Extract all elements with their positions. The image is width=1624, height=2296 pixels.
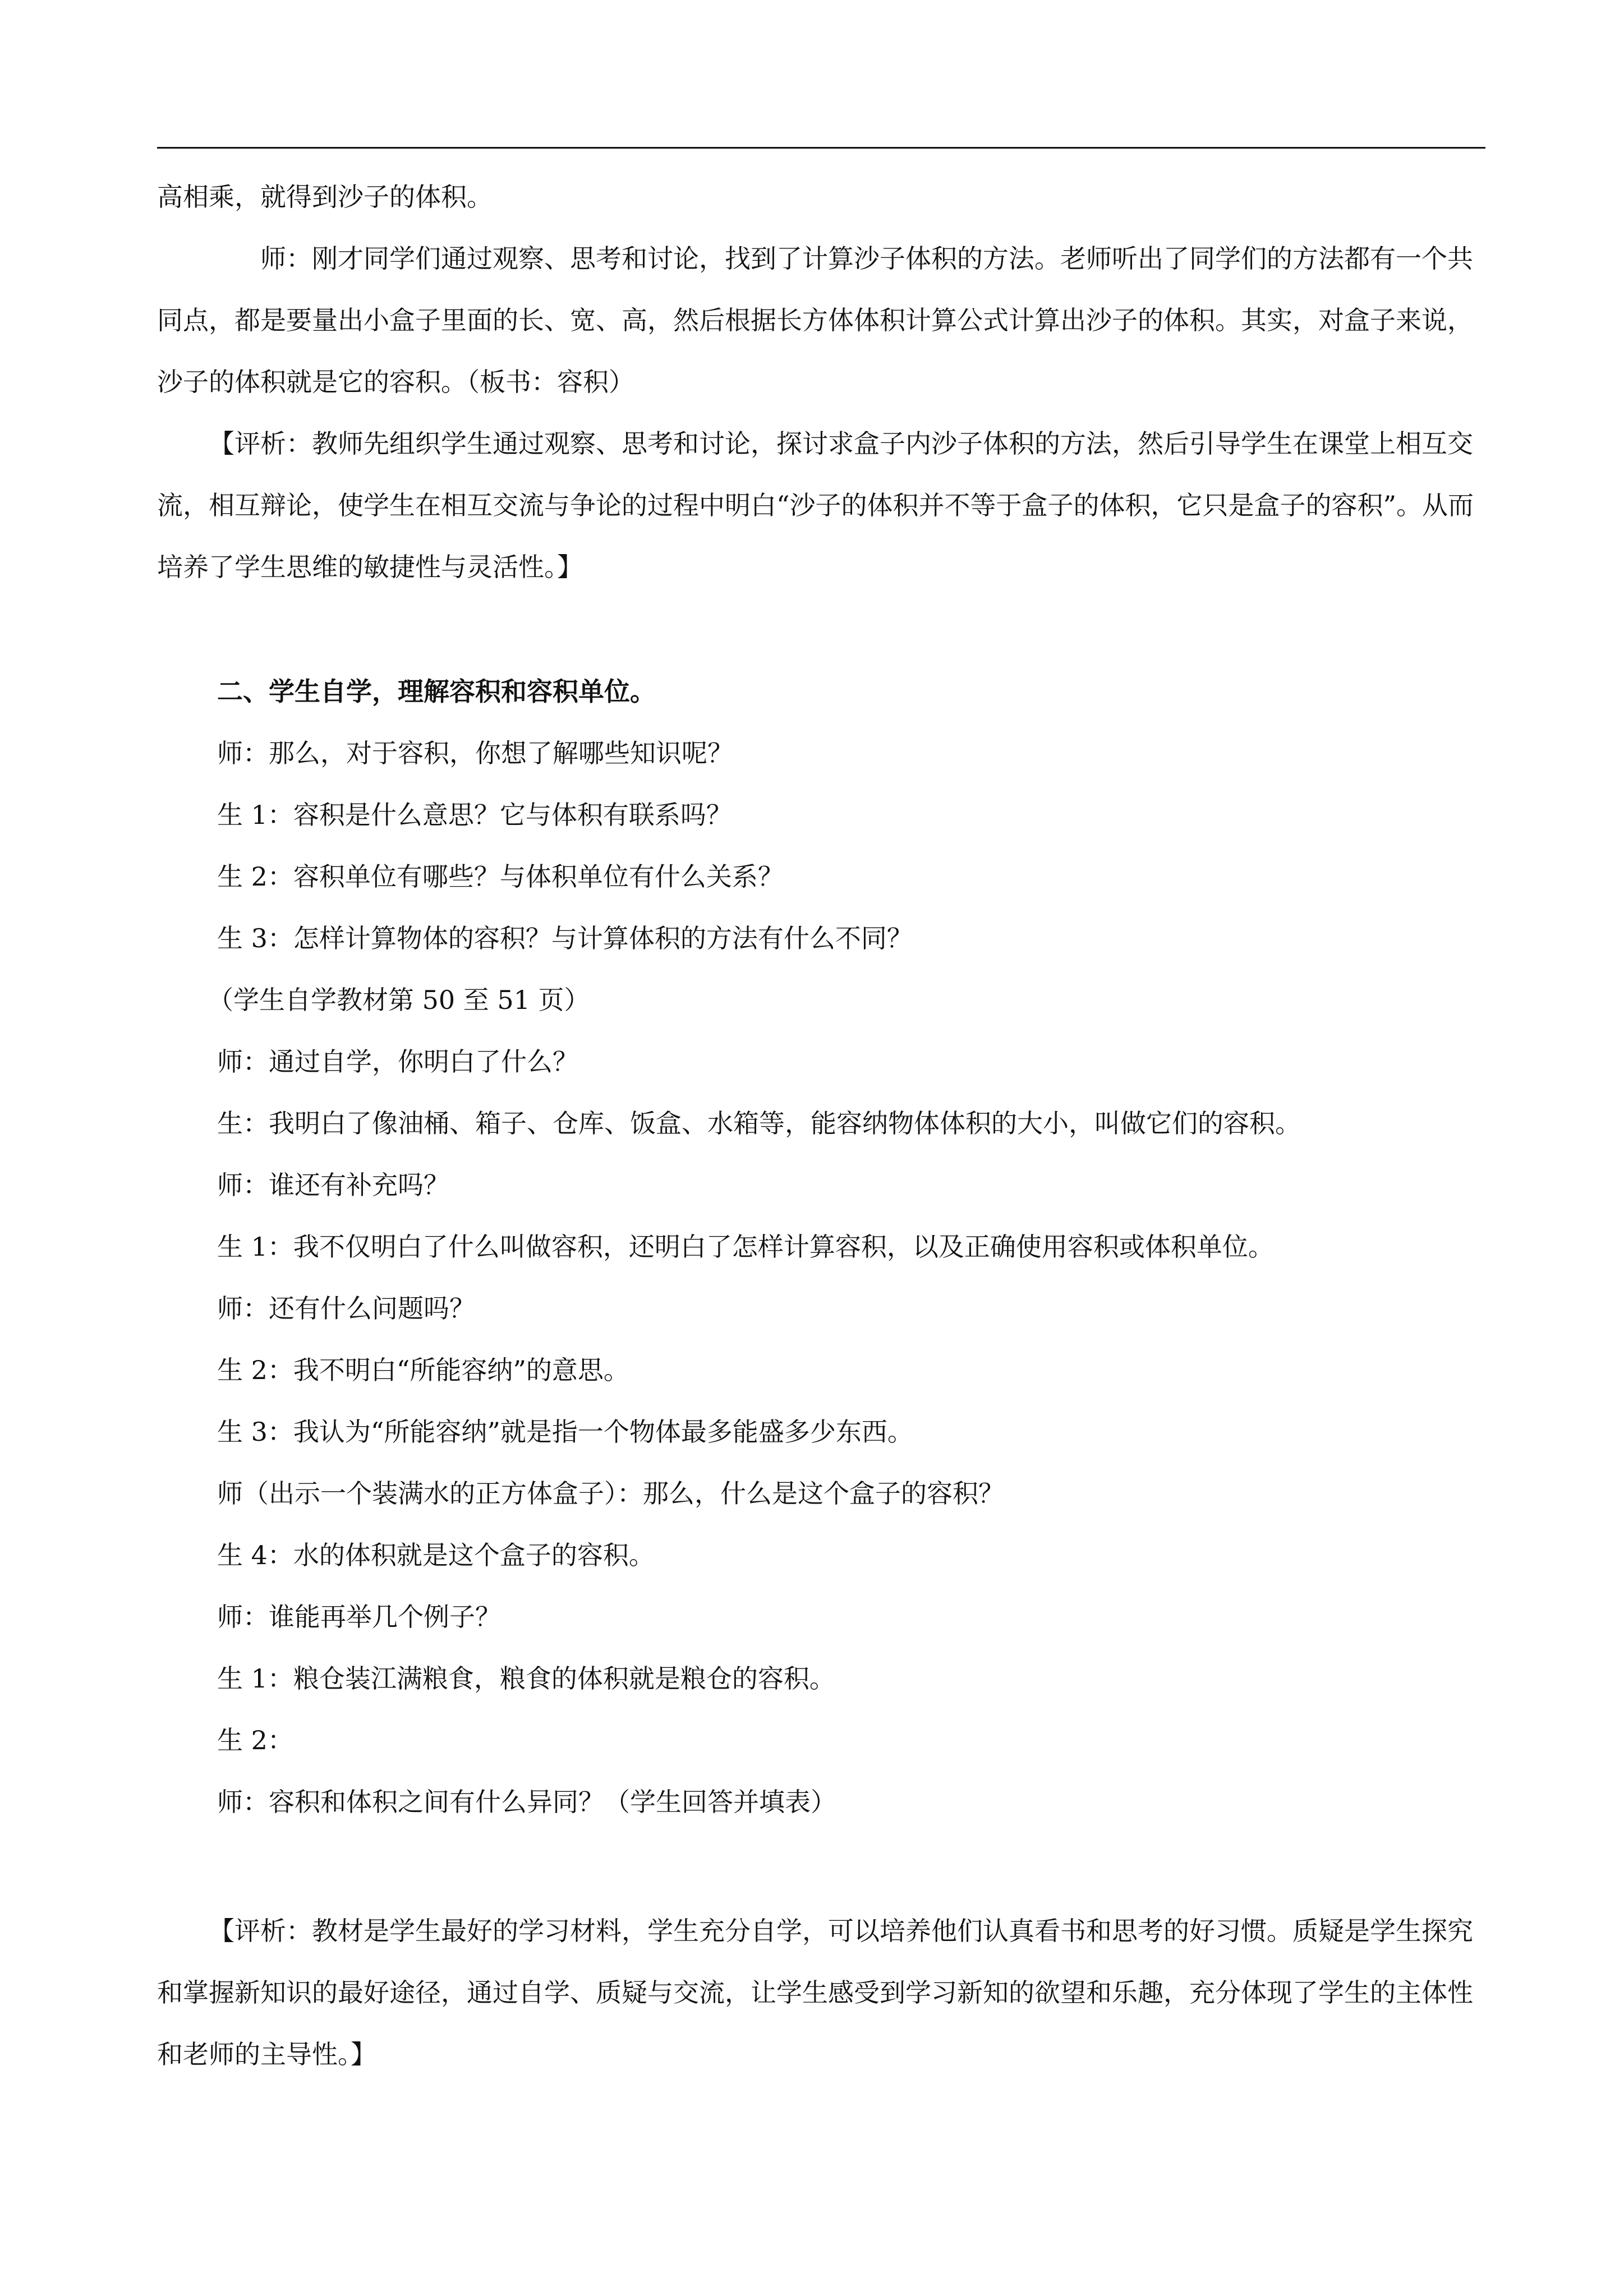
dialog-line: 师：那么，对于容积，你想了解哪些知识呢？ — [217, 738, 733, 768]
dialog-line: 生 2：我不明白“所能容纳”的意思。 — [217, 1355, 629, 1385]
dialog-line: 生 2：容积单位有哪些？与体积单位有什么关系？ — [217, 861, 784, 892]
dialog-line: 师：还有什么问题吗？ — [217, 1293, 475, 1324]
section-gap — [157, 598, 1485, 661]
header-rule — [157, 147, 1485, 149]
document-body — [157, 166, 1485, 2085]
dialog-line: 生 3：我认为“所能容纳”就是指一个物体最多能盛多少东西。 — [217, 1417, 913, 1447]
paragraph-comment-2: 【评析：教材是学生最好的学习材料，学生充分自学，可以培养他们认真看书和思考的好习惯。质疑是学生探究和掌握新知识的最好途径，通过自学、质疑与交流，让学生感受到学习新知的欲望和乐趣，充分体现了学生的主体性和老师的主导性。】 — [157, 1916, 1473, 2069]
dialog-line: 师：谁还有补充吗？ — [217, 1170, 449, 1200]
dialog-line: 生 4：水的体积就是这个盒子的容积。 — [217, 1540, 655, 1570]
dialog-line: （学生自学教材第 50 至 51 页） — [208, 985, 590, 1015]
dialog-line: 生 3：怎样计算物体的容积？与计算体积的方法有什么不同？ — [217, 923, 913, 953]
dialog-line: 生 2： — [217, 1725, 293, 1755]
dialog-line: 师：通过自学，你明白了什么？ — [217, 1046, 578, 1077]
dialog-line: 师（出示一个装满水的正方体盒子）：那么，什么是这个盒子的容积？ — [217, 1478, 1004, 1509]
dialog-line: 生 1：粮仓装江满粮食，粮食的体积就是粮仓的容积。 — [217, 1663, 835, 1694]
paragraph-continuation: 高相乘，就得到沙子的体积。 — [157, 182, 493, 212]
section-heading: 二、学生自学，理解容积和容积单位。 — [217, 676, 656, 707]
paragraph-comment-1: 【评析：教师先组织学生通过观察、思考和讨论，探讨求盒子内沙子体积的方法，然后引导学生在课堂上相互交流，相互辩论，使学生在相互交流与争论的过程中明白“沙子的体积并不等于盒子的体积，它只是盒子的容积”。从而培养了学生思维的敏捷性与灵活性。】 — [157, 428, 1474, 582]
dialog-line: 师：谁能再举几个例子？ — [217, 1602, 501, 1632]
dialog-line: 师：容积和体积之间有什么异同？（学生回答并填表） — [217, 1787, 836, 1817]
dialog-line: 生 1：容积是什么意思？它与体积有联系吗？ — [217, 800, 732, 830]
section-gap — [157, 1833, 1485, 1900]
paragraph-teacher-summary: 师：刚才同学们通过观察、思考和讨论，找到了计算沙子体积的方法。老师听出了同学们的方法都有一个共同点，都是要量出小盒子里面的长、宽、高，然后根据长方体体积计算公式计算出沙子的体积。其实，对盒子来说，沙子的体积就是它的容积。（板书：容积） — [157, 243, 1473, 397]
dialog-line: 生：我明白了像油桶、箱子、仓库、饭盒、水箱等，能容纳物体体积的大小，叫做它们的容积。 — [217, 1108, 1301, 1138]
dialog-line: 生 1：我不仅明白了什么叫做容积，还明白了怎样计算容积，以及正确使用容积或体积单位。 — [217, 1232, 1274, 1262]
